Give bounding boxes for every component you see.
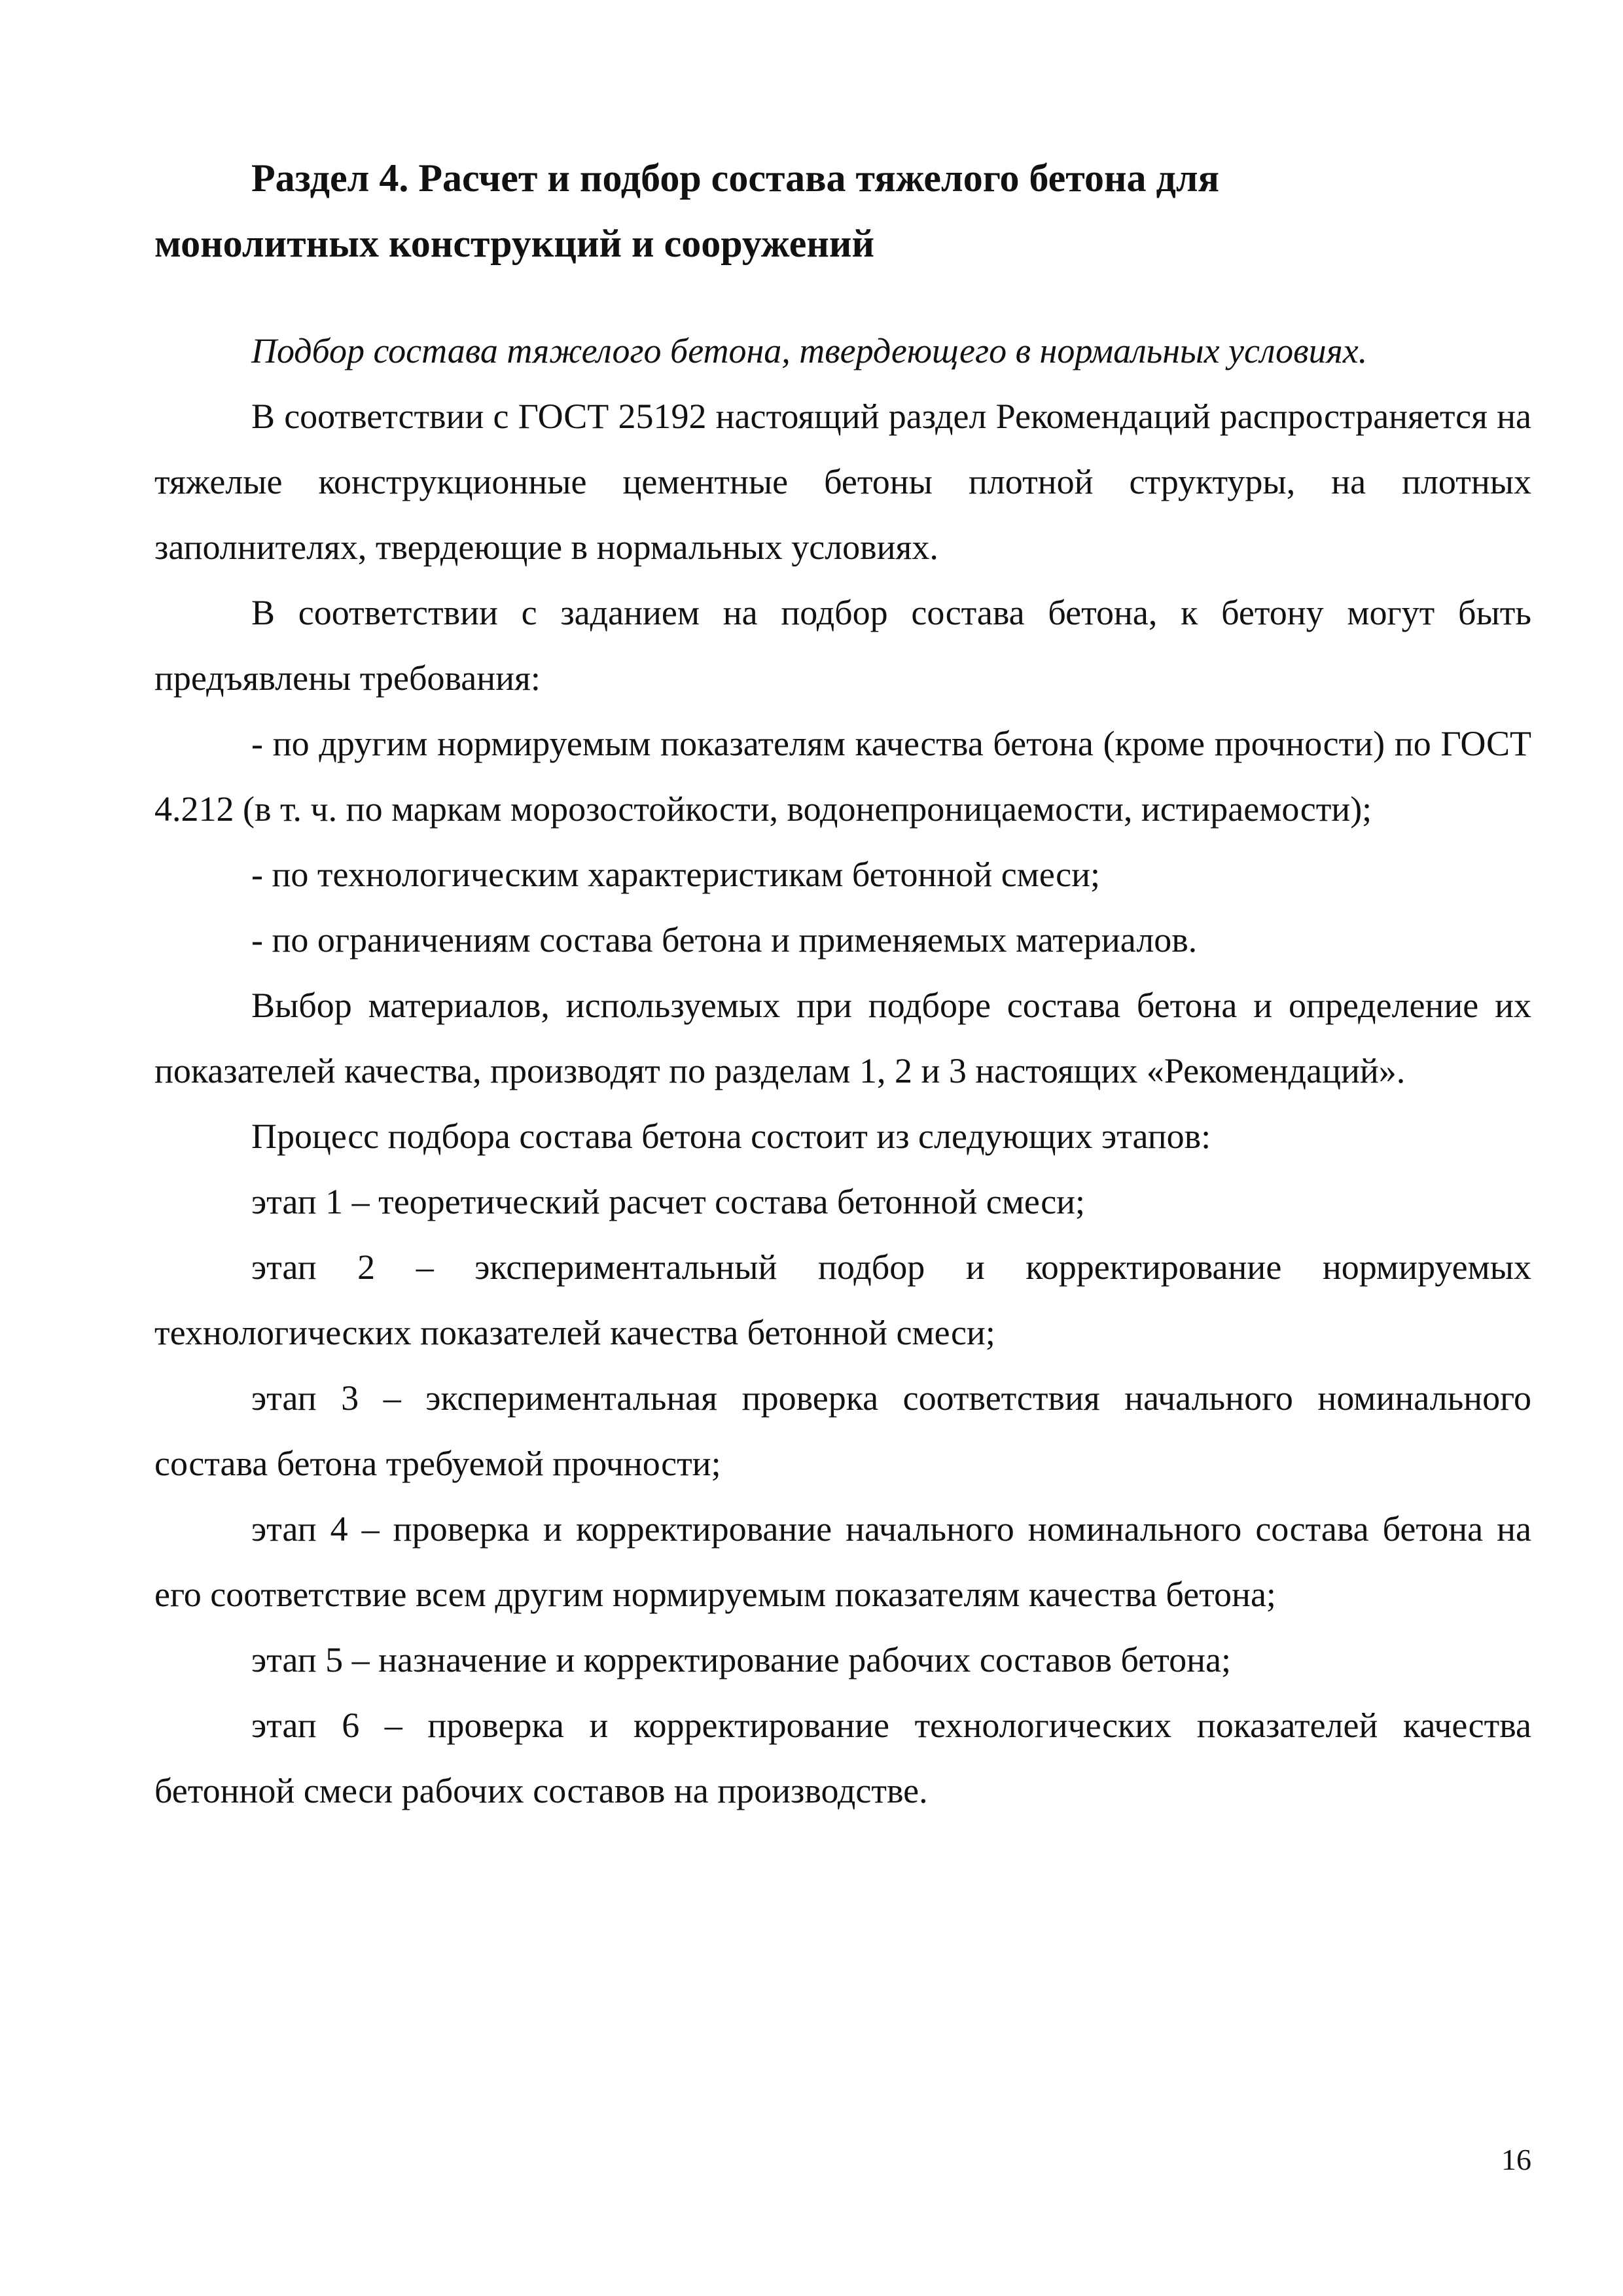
paragraph-stage-6: этап 6 – проверка и корректирование технологических показателей качества бетонной смеси рабочих составов на производстве. [154,1706,1531,1810]
page-number: 16 [1501,2143,1531,2176]
section-title [154,145,1531,276]
paragraph-stage-3: этап 3 – экспериментальная проверка соответствия начального номинального состава бетона требуемой прочности; [154,1378,1531,1483]
paragraph-stage-5: этап 5 – назначение и корректирование рабочих составов бетона; [251,1640,1231,1679]
paragraph-stage-1: этап 1 – теоретический расчет состава бетонной смеси; [251,1182,1086,1221]
paragraph-requirement-quality: - по другим нормируемым показателям качества бетона (кроме прочности) по ГОСТ 4.212 (в т. ч. по маркам морозостойкости, водонепроницаемости, истираемости); [154,724,1531,829]
paragraph-stage-4: этап 4 – проверка и корректирование начального номинального состава бетона на его соответствие всем другим нормируемым показателям качества бетона; [154,1509,1531,1614]
paragraph-scope: В соответствии с ГОСТ 25192 настоящий раздел Рекомендаций распространяется на тяжелые конструкционные цементные бетоны плотной структуры, на плотных заполнителях, твердеющие в нормальных условиях. [154,397,1531,567]
section-subtitle: Подбор состава тяжелого бетона, твердеющего в нормальных условиях. [251,331,1368,370]
paragraph-material-selection: Выбор материалов, используемых при подборе состава бетона и определение их показателей качества, производят по разделам 1, 2 и 3 настоящих «Рекомендаций». [154,986,1531,1090]
section-title-line-1: Раздел 4. Расчет и подбор состава тяжелого бетона для [251,156,1220,200]
paragraph-process-intro: Процесс подбора состава бетона состоит из следующих этапов: [251,1117,1211,1156]
section-title-line-2: монолитных конструкций и сооружений [154,222,875,265]
page-content [154,145,1531,1823]
paragraph-stage-2: этап 2 – экспериментальный подбор и корректирование нормируемых технологических показателей качества бетонной смеси; [154,1247,1531,1352]
paragraph-requirements-intro: В соответствии с заданием на подбор состава бетона, к бетону могут быть предъявлены требования: [154,593,1531,698]
paragraph-requirement-limits: - по ограничениям состава бетона и применяемых материалов. [251,920,1198,960]
paragraph-requirement-technology: - по технологическим характеристикам бетонной смеси; [251,855,1101,894]
